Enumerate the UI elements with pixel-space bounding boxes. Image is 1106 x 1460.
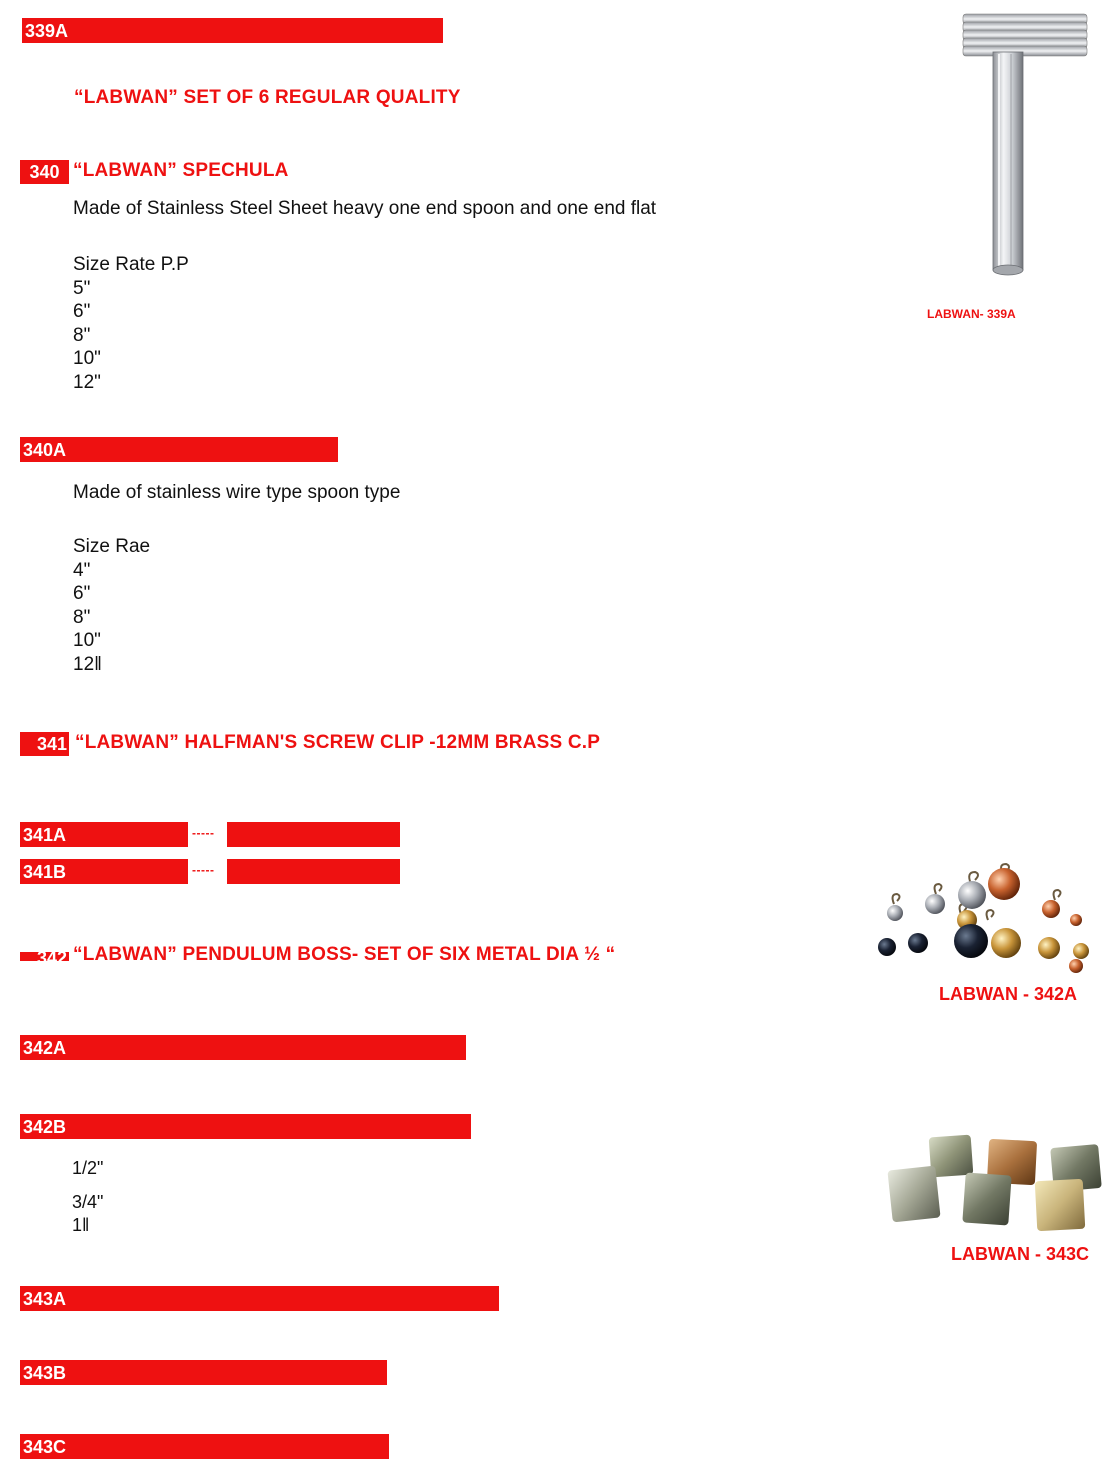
code-bar-341b bbox=[20, 859, 188, 884]
size-header-340a: Size Rae bbox=[73, 536, 151, 557]
description-340a: Made of stainless wire type spoon type bbox=[73, 482, 401, 503]
size-list-340a bbox=[73, 535, 150, 676]
size-row: 8" bbox=[73, 606, 91, 628]
size-row: 6" bbox=[73, 301, 91, 322]
size-list-340 bbox=[73, 253, 189, 394]
caption-339a: LABWAN- 339A bbox=[927, 307, 1016, 321]
size-row: 3/4" bbox=[72, 1191, 104, 1212]
title-339a: “LABWAN” SET OF 6 REGULAR QUALITY bbox=[74, 87, 461, 108]
code-341a: 341A bbox=[23, 825, 67, 845]
bob-brass-tiny bbox=[1073, 943, 1089, 959]
size-row: 1/2" bbox=[72, 1158, 104, 1178]
size-list-342b bbox=[72, 1157, 103, 1238]
bob-copper-large bbox=[988, 868, 1020, 900]
code-badge-341: 341 bbox=[20, 732, 69, 756]
code-bar-343b bbox=[20, 1360, 387, 1385]
bob-silver-medium bbox=[925, 894, 945, 914]
code-bar-340a bbox=[20, 437, 338, 462]
spatula-set-image bbox=[955, 8, 1095, 280]
title-342: “LABWAN” PENDULUM BOSS- SET OF SIX METAL DIA ½ “ bbox=[73, 944, 616, 965]
title-340: “LABWAN” SPECHULA bbox=[73, 160, 289, 181]
caption-342a: LABWAN - 342A bbox=[939, 984, 1078, 1004]
bob-silver-large bbox=[958, 881, 986, 909]
code-343b: 343B bbox=[23, 1363, 67, 1383]
size-row: 4" bbox=[73, 559, 91, 581]
bob-silver-small bbox=[887, 905, 903, 921]
cube-steel bbox=[887, 1166, 940, 1223]
caption-343c: LABWAN - 343C bbox=[951, 1244, 1090, 1264]
size-row: 12" bbox=[73, 371, 101, 393]
dash-341b: ----- bbox=[192, 863, 215, 877]
code-343a: 343A bbox=[23, 1289, 67, 1309]
code-343c: 343C bbox=[23, 1437, 67, 1457]
code-342b: 342B bbox=[23, 1117, 67, 1137]
code-bar-343c bbox=[20, 1434, 389, 1459]
bob-copper-small bbox=[1042, 900, 1060, 918]
size-row: 10" bbox=[73, 630, 101, 651]
code-badge-342: 342 bbox=[20, 952, 69, 961]
bob-brass-medium bbox=[1038, 937, 1060, 959]
bob-black-large bbox=[954, 924, 988, 958]
code-bar-342b bbox=[20, 1114, 471, 1139]
code-bar-341a bbox=[20, 822, 188, 847]
code-341b: 341B bbox=[23, 862, 67, 882]
description-340: Made of Stainless Steel Sheet heavy one end spoon and one end flat bbox=[73, 198, 657, 219]
code-bar-339a bbox=[22, 18, 443, 43]
bob-black-small bbox=[878, 938, 896, 956]
size-row: 1‖ bbox=[72, 1215, 90, 1235]
size-row: 10" bbox=[73, 348, 101, 369]
bob-brass-large bbox=[991, 928, 1021, 958]
dash-341a: ----- bbox=[192, 826, 215, 840]
size-row: 5" bbox=[73, 277, 91, 299]
cube-brass bbox=[1035, 1179, 1086, 1231]
size-header-340: Size Rate P.P bbox=[73, 254, 189, 275]
code-339a: 339A bbox=[25, 21, 69, 41]
spatula-heads bbox=[963, 14, 1087, 56]
cube-iron bbox=[962, 1172, 1011, 1225]
bob-black-medium bbox=[908, 933, 928, 953]
blank-bar-341b bbox=[227, 859, 400, 884]
size-row: 8" bbox=[73, 324, 91, 346]
title-341: “LABWAN” HALFMAN'S SCREW CLIP -12MM BRASS C.P bbox=[75, 732, 601, 753]
code-badge-340: 340 bbox=[20, 160, 69, 184]
code-bar-342a bbox=[20, 1035, 466, 1060]
size-row: 12‖ bbox=[73, 653, 102, 675]
code-340a: 340A bbox=[23, 440, 67, 460]
pendulum-bobs-image bbox=[868, 862, 1098, 977]
blank-bar-341a bbox=[227, 822, 400, 847]
spatula-handles bbox=[993, 52, 1023, 275]
metal-cubes-image bbox=[884, 1130, 1106, 1235]
size-row: 6" bbox=[73, 583, 91, 604]
code-bar-343a bbox=[20, 1286, 499, 1311]
code-342a: 342A bbox=[23, 1038, 67, 1058]
bob-copper-tiny bbox=[1069, 959, 1083, 973]
bob-copper-small-2 bbox=[1070, 914, 1082, 926]
